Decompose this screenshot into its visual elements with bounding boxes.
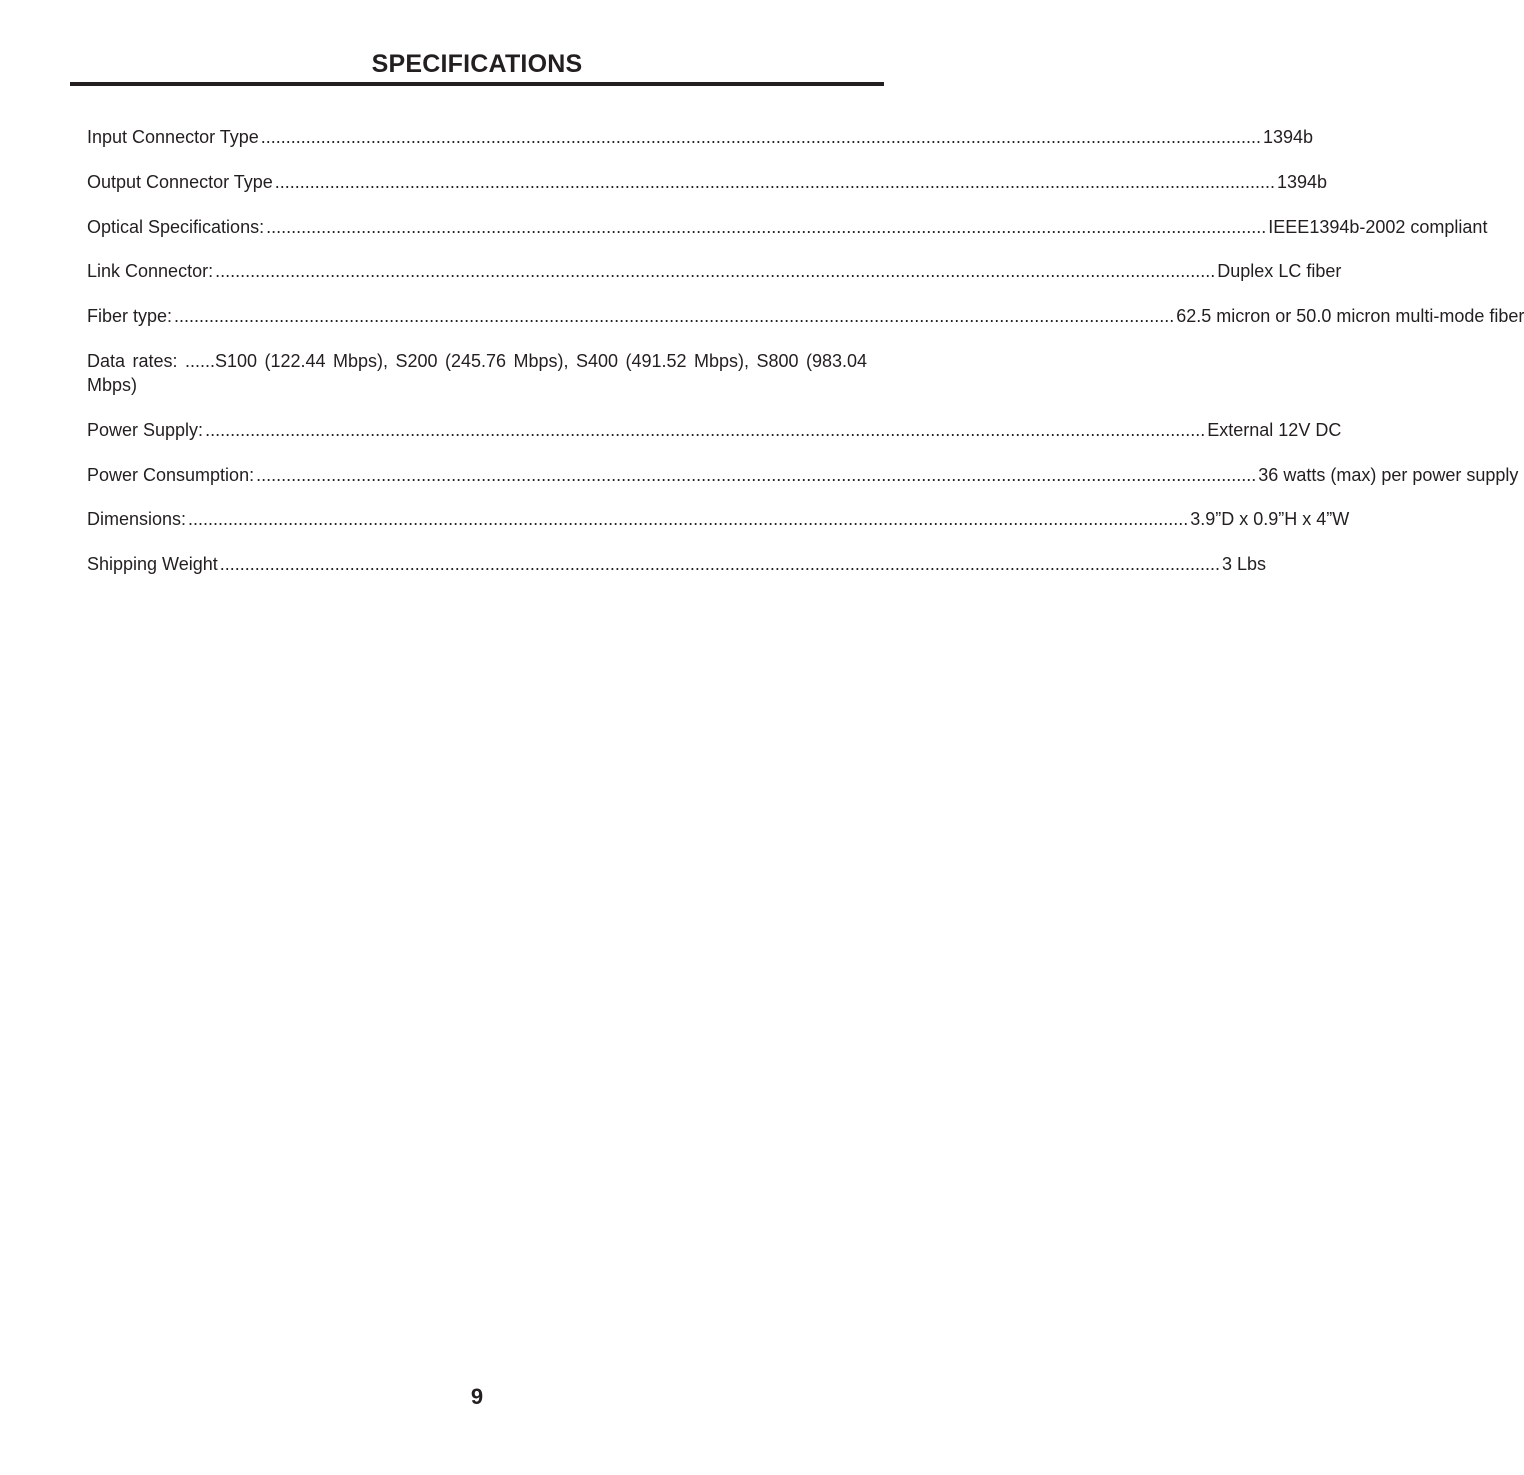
spec-label: Shipping Weight bbox=[87, 554, 218, 575]
spec-value: 62.5 micron or 50.0 micron multi-mode fiber bbox=[1176, 306, 1524, 327]
spec-value: IEEE1394b-2002 compliant bbox=[1268, 216, 1488, 237]
dot-leader: ........................................................................................................................................................................................................ bbox=[215, 261, 1216, 282]
dot-leader: ........................................................................................................................................................................................................ bbox=[260, 127, 1261, 147]
dot-leader: ........................................................................................................................................................................................................ bbox=[266, 216, 1267, 237]
page-title: SPECIFICATIONS bbox=[371, 50, 583, 78]
spec-label: Optical Specifications: bbox=[87, 216, 265, 237]
spec-row bbox=[87, 507, 1350, 531]
spec-value: 36 watts (max) per power supply bbox=[1258, 464, 1519, 485]
spec-value: 1394b bbox=[1277, 171, 1328, 192]
spec-label: Power Consumption: bbox=[87, 464, 255, 485]
spec-label: Input Connector Type bbox=[87, 127, 259, 147]
spec-row bbox=[87, 170, 1328, 194]
dot-leader: ........................................................................................................................................................................................................ bbox=[274, 171, 1275, 192]
spec-row bbox=[87, 125, 1314, 149]
spec-value: External 12V DC bbox=[1207, 419, 1342, 440]
spec-value: 1394b bbox=[1263, 127, 1314, 147]
spec-row bbox=[87, 304, 1524, 328]
spec-row bbox=[87, 215, 1488, 239]
spec-label: Output Connector Type bbox=[87, 171, 273, 192]
spec-value: 3 Lbs bbox=[1221, 554, 1267, 575]
spec-value: Duplex LC fiber bbox=[1217, 261, 1342, 282]
title-rule bbox=[70, 82, 884, 86]
spec-label: Power Supply: bbox=[87, 419, 204, 440]
spec-list bbox=[87, 125, 1524, 597]
spec-label: Link Connector: bbox=[87, 261, 214, 282]
spec-value: 3.9”D x 0.9”H x 4”W bbox=[1190, 509, 1350, 530]
dot-leader: ........................................................................................................................................................................................................ bbox=[188, 509, 1189, 530]
spec-row bbox=[87, 259, 1342, 283]
dot-leader: ........................................................................................................................................................................................................ bbox=[174, 306, 1175, 327]
dot-leader: ........................................................................................................................................................................................................ bbox=[219, 554, 1220, 575]
spec-row bbox=[87, 463, 1519, 487]
spec-row-data-rates: Data rates: ......S100 (122.44 Mbps), S200 (245.76 Mbps), S400 (491.52 Mbps), S800 (983.04 Mbps) bbox=[87, 350, 867, 395]
spec-row bbox=[87, 552, 1267, 576]
dot-leader: ........................................................................................................................................................................................................ bbox=[256, 464, 1257, 485]
dot-leader: ........................................................................................................................................................................................................ bbox=[205, 419, 1206, 440]
spec-row bbox=[87, 418, 1342, 442]
spec-label: Fiber type: bbox=[87, 306, 173, 327]
spec-label: Dimensions: bbox=[87, 509, 187, 530]
page-number: 9 bbox=[470, 1384, 484, 1409]
